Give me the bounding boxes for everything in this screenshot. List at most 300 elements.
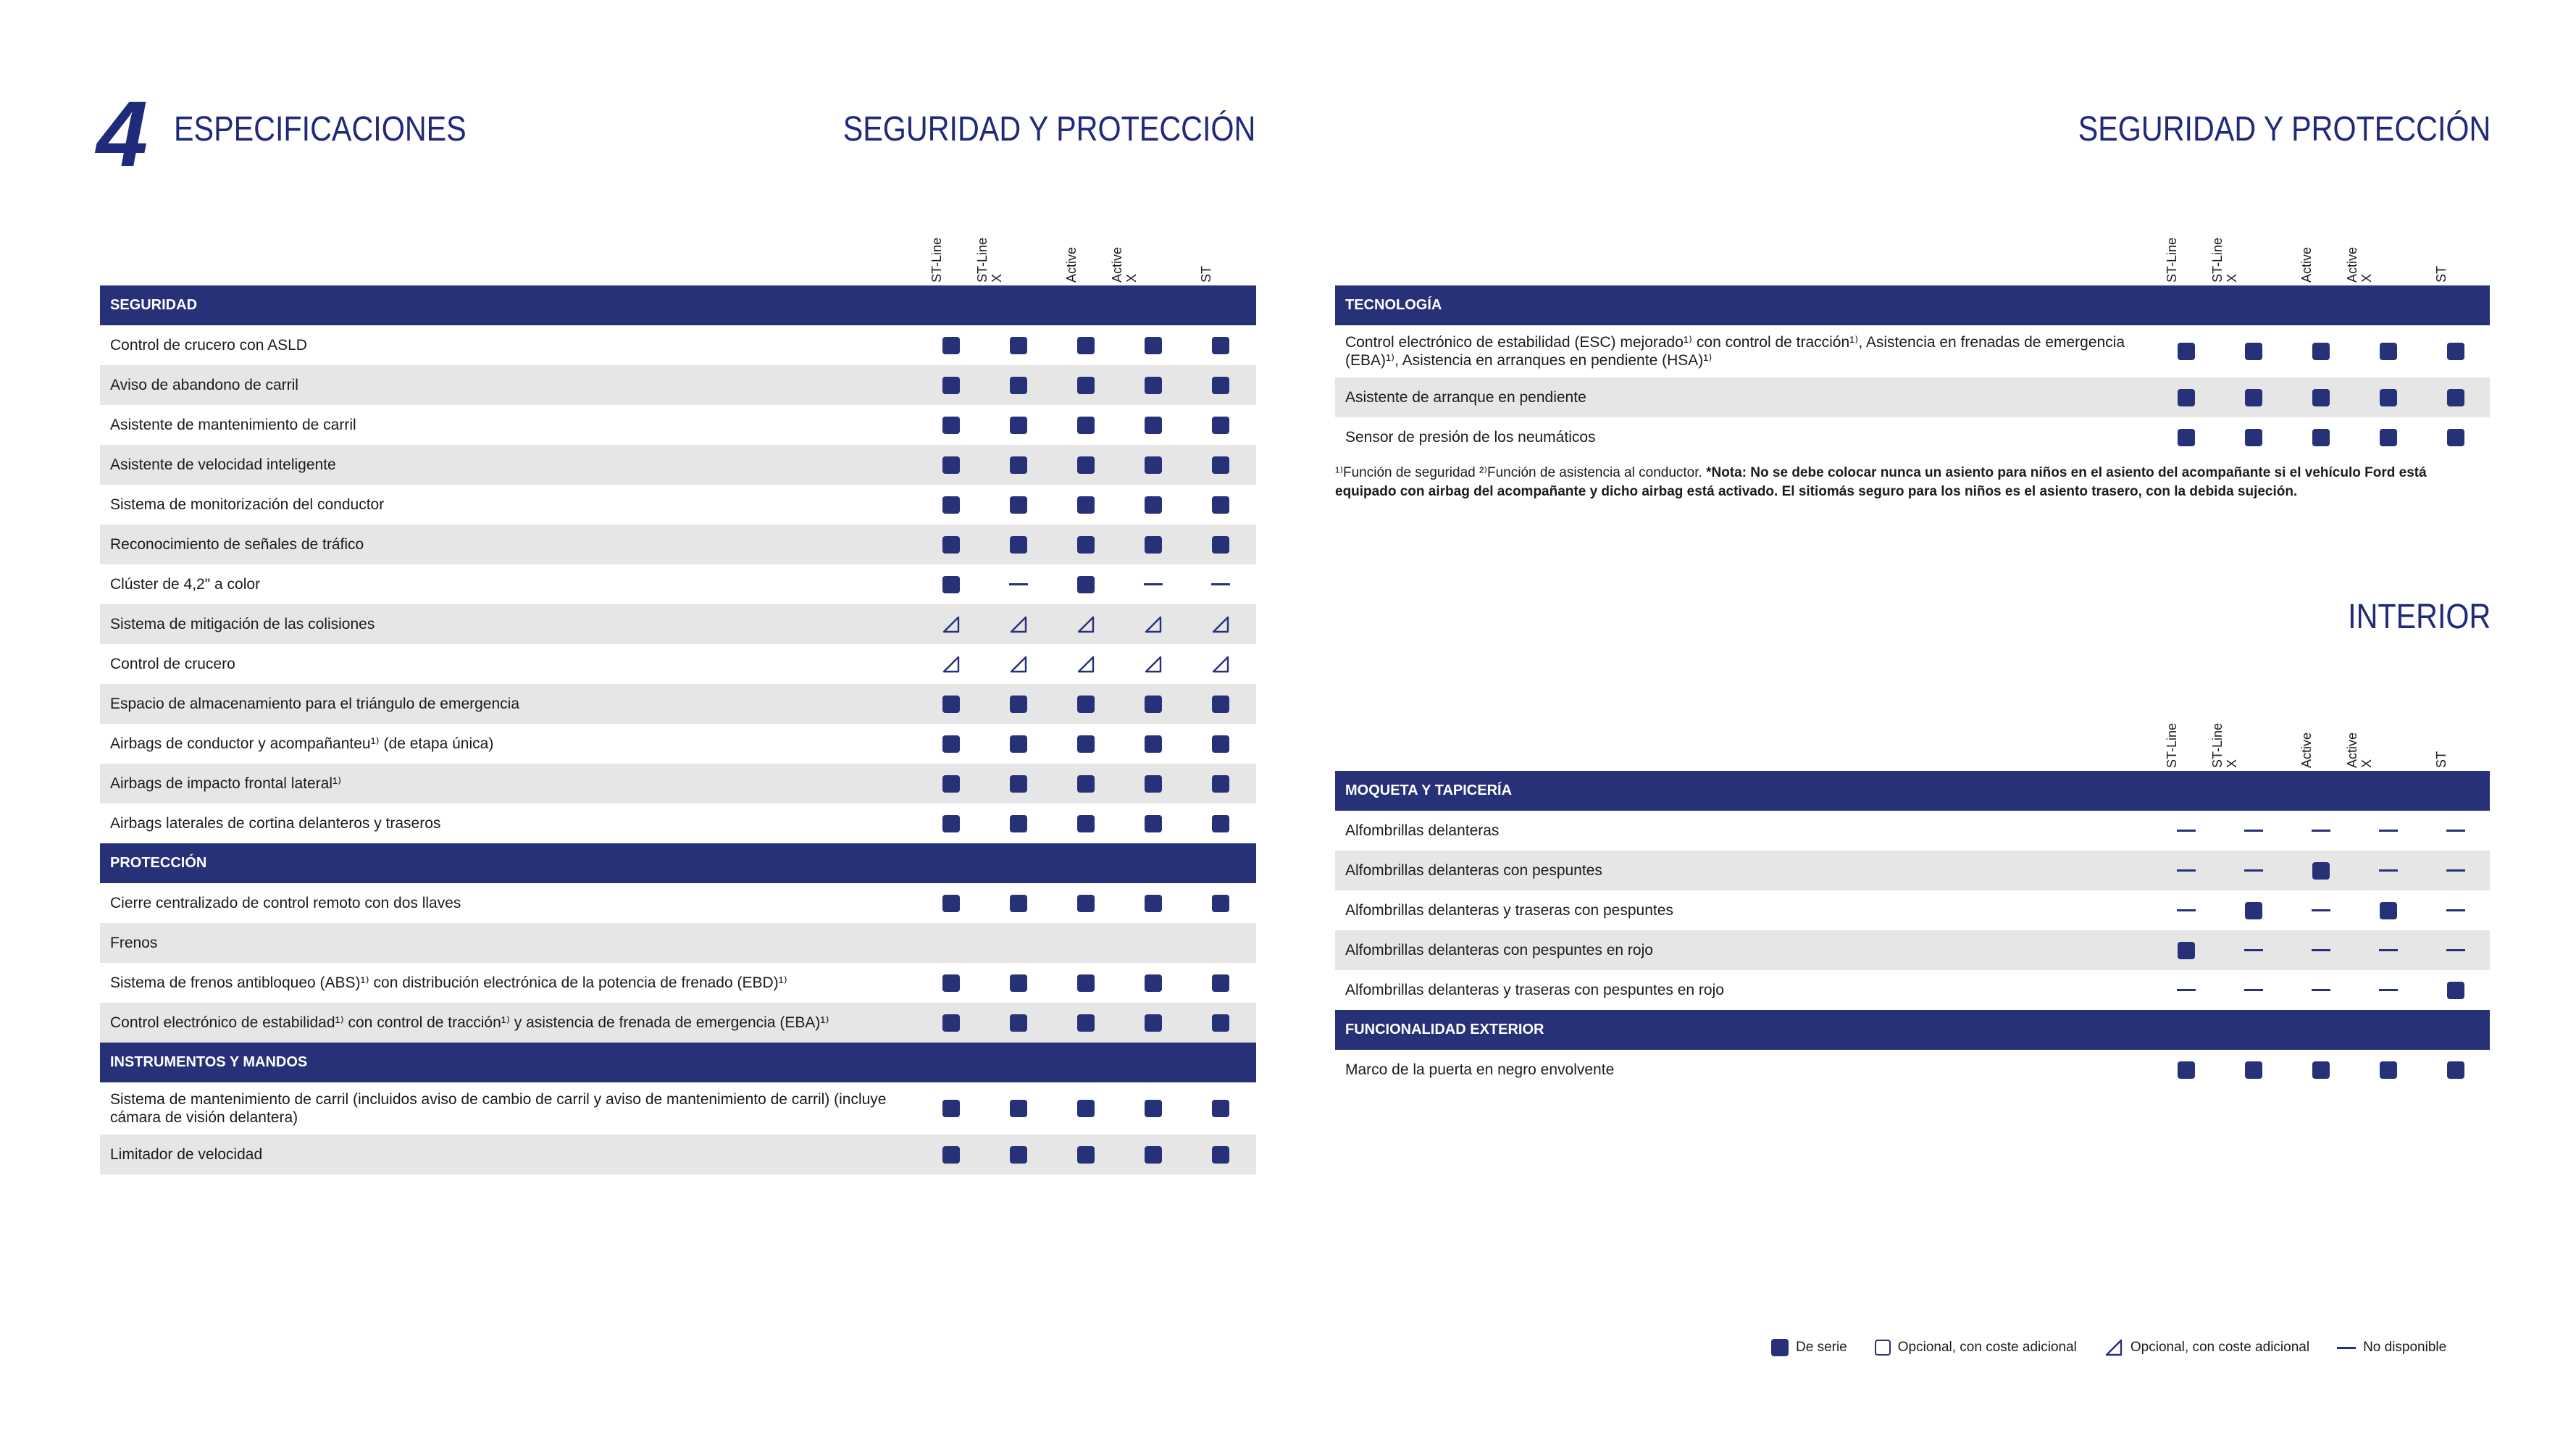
standard-square-icon <box>2447 1061 2464 1079</box>
value-cell <box>1206 1082 1235 1135</box>
section-header <box>100 843 1256 883</box>
optional-pack-triangle-icon <box>942 655 961 674</box>
standard-square-icon <box>1010 456 1027 474</box>
value-cell <box>2239 417 2268 457</box>
value-cell <box>1004 365 1033 405</box>
row-label: Alfombrillas delanteras y traseras con pespuntes en rojo <box>1345 982 1724 998</box>
legend-label: Opcional, con coste adicional <box>2130 1340 2310 1355</box>
row-label: Sistema de frenos antibloqueo (ABS)¹⁾ con distribución electrónica de la potencia de frenado (EBD)¹⁾ <box>110 974 787 991</box>
table-row <box>100 365 1256 405</box>
standard-square-icon <box>942 696 960 713</box>
standard-square-icon <box>1145 735 1162 753</box>
column-header-label: ST-Line <box>2165 237 2179 283</box>
right-section-title: SEGURIDAD Y PROTECCIÓN <box>2078 110 2491 149</box>
value-cell <box>2374 811 2403 851</box>
value-cell <box>2374 851 2403 890</box>
value-cell <box>2172 325 2201 377</box>
standard-square-icon <box>2447 982 2464 999</box>
value-cell <box>1139 365 1168 405</box>
legend-icon <box>1771 1339 1789 1356</box>
column-header-label: ST <box>2434 265 2449 283</box>
value-cell <box>1139 1082 1168 1135</box>
standard-square-icon <box>1077 456 1095 474</box>
value-cell <box>2239 1050 2268 1090</box>
column-header-label: ST-Line <box>2165 722 2179 768</box>
value-cell <box>1004 485 1033 525</box>
value-cell <box>1206 365 1235 405</box>
value-cell <box>2172 851 2201 890</box>
standard-square-icon <box>1010 496 1027 514</box>
row-label: Sistema de mitigación de las colisiones <box>110 616 375 632</box>
standard-square-icon <box>942 456 960 474</box>
value-cell <box>2307 851 2335 890</box>
row-label: Control de crucero con ASLD <box>110 337 307 354</box>
standard-square-icon <box>1145 536 1162 554</box>
standard-square-icon <box>1010 1100 1027 1117</box>
value-cell <box>1004 883 1033 923</box>
standard-square-icon <box>942 496 960 514</box>
standard-square-icon <box>942 417 960 434</box>
value-cell <box>1004 564 1033 604</box>
not-available-dash-icon <box>2244 830 2263 832</box>
legend-icon <box>1875 1340 1891 1356</box>
value-cell <box>1206 564 1235 604</box>
value-cell <box>2374 325 2403 377</box>
column-header <box>2210 703 2268 768</box>
value-cell <box>1206 1003 1235 1043</box>
row-label: Asistente de arranque en pendiente <box>1345 389 1586 406</box>
standard-square-icon <box>2178 343 2195 360</box>
standard-square-icon <box>1212 496 1229 514</box>
standard-square-icon <box>942 775 960 793</box>
standard-square-icon <box>1212 974 1229 992</box>
value-cell <box>2441 890 2470 930</box>
value-cell <box>1071 564 1100 604</box>
table-row <box>100 764 1256 803</box>
not-available-dash-icon <box>1144 583 1163 585</box>
value-cell <box>937 445 966 485</box>
table-row <box>100 803 1256 843</box>
standard-square-icon <box>1077 895 1095 912</box>
optional-pack-triangle-icon <box>942 615 961 634</box>
column-header-label: Active <box>1064 246 1079 283</box>
column-header-label: ST <box>1199 265 1213 283</box>
standard-square-icon <box>2245 429 2262 446</box>
value-cell <box>1139 1003 1168 1043</box>
column-header-label: Active X <box>2345 732 2374 768</box>
optional-square-outline-icon <box>1875 1340 1891 1356</box>
value-cell <box>2239 970 2268 1010</box>
column-header <box>2345 217 2403 283</box>
row-label: Espacio de almacenamiento para el triángulo de emergencia <box>110 696 520 712</box>
value-cell <box>937 644 966 684</box>
standard-square-icon <box>1771 1339 1789 1356</box>
value-cell <box>937 1082 966 1135</box>
value-cell <box>937 1003 966 1043</box>
value-cell <box>2374 930 2403 970</box>
row-label: Sistema de mantenimiento de carril (incluidos aviso de cambio de carril y aviso de mantenimiento de carril) (incluye cámara de visión delantera) <box>110 1091 887 1126</box>
column-header <box>929 217 966 283</box>
standard-square-icon <box>1145 456 1162 474</box>
not-available-dash-icon <box>2312 830 2330 832</box>
table-row <box>100 445 1256 485</box>
legend-icon <box>2337 1347 2356 1349</box>
value-cell <box>1206 405 1235 445</box>
value-cell <box>1139 525 1168 564</box>
standard-square-icon <box>2380 389 2397 406</box>
not-available-dash-icon <box>1009 583 1028 585</box>
not-available-dash-icon <box>2312 909 2330 911</box>
table-row <box>1335 970 2490 1010</box>
standard-square-icon <box>1212 417 1229 434</box>
value-cell <box>2172 377 2201 417</box>
legend-item <box>2337 1340 2446 1356</box>
table-row <box>1335 930 2490 970</box>
standard-square-icon <box>2312 389 2330 406</box>
standard-square-icon <box>2178 429 2195 446</box>
value-cell <box>937 564 966 604</box>
value-cell <box>1139 445 1168 485</box>
section-header-label: INSTRUMENTOS Y MANDOS <box>110 1054 308 1070</box>
standard-square-icon <box>2447 429 2464 446</box>
section-header-label: PROTECCIÓN <box>110 855 207 871</box>
table-row <box>100 525 1256 564</box>
standard-square-icon <box>1010 696 1027 713</box>
value-cell <box>1139 684 1168 724</box>
table-row <box>100 724 1256 764</box>
section-header <box>1335 771 2490 811</box>
standard-square-icon <box>1212 536 1229 554</box>
value-cell <box>1004 1003 1033 1043</box>
value-cell <box>1071 1082 1100 1135</box>
value-cell <box>1071 1003 1100 1043</box>
value-cell <box>1139 923 1168 963</box>
value-cell <box>1071 365 1100 405</box>
value-cell <box>1139 724 1168 764</box>
standard-square-icon <box>1010 815 1027 832</box>
column-header <box>2434 703 2470 768</box>
footnote-plain: ¹⁾Función de seguridad ²⁾Función de asistencia al conductor. <box>1335 465 1707 480</box>
value-cell <box>1004 803 1033 843</box>
standard-square-icon <box>1145 974 1162 992</box>
standard-square-icon <box>1212 696 1229 713</box>
standard-square-icon <box>1212 1146 1229 1164</box>
standard-square-icon <box>1145 377 1162 394</box>
table-row <box>100 923 1256 963</box>
not-available-dash-icon <box>2177 909 2196 911</box>
standard-square-icon <box>1010 536 1027 554</box>
not-available-dash-icon <box>2446 949 2465 951</box>
row-label: Control de crucero <box>110 656 235 672</box>
value-cell <box>937 923 966 963</box>
value-cell <box>937 684 966 724</box>
value-cell <box>2307 811 2335 851</box>
value-cell <box>2239 851 2268 890</box>
column-headers <box>1335 217 2490 283</box>
row-label: Reconocimiento de señales de tráfico <box>110 536 364 553</box>
optional-pack-triangle-icon <box>1144 655 1163 674</box>
standard-square-icon <box>1010 974 1027 992</box>
table-row <box>1335 890 2490 930</box>
value-cell <box>1071 325 1100 365</box>
table-row <box>100 1135 1256 1174</box>
row-label: Airbags de impacto frontal lateral¹⁾ <box>110 775 342 792</box>
value-cell <box>2307 890 2335 930</box>
table-row <box>100 684 1256 724</box>
column-header <box>2345 703 2403 768</box>
standard-square-icon <box>2380 1061 2397 1079</box>
not-available-dash-icon <box>2312 949 2330 951</box>
table-row <box>1335 417 2490 457</box>
standard-square-icon <box>1212 456 1229 474</box>
column-header-label: ST-Line X <box>2210 237 2239 283</box>
legend-item <box>2104 1338 2309 1357</box>
table-row <box>1335 1050 2490 1090</box>
value-cell <box>2441 811 2470 851</box>
table-row <box>100 644 1256 684</box>
standard-square-icon <box>942 895 960 912</box>
standard-square-icon <box>2178 1061 2195 1079</box>
standard-square-icon <box>1212 895 1229 912</box>
standard-square-icon <box>1212 337 1229 354</box>
standard-square-icon <box>942 974 960 992</box>
value-cell <box>1071 803 1100 843</box>
standard-square-icon <box>2380 343 2397 360</box>
value-cell <box>1004 644 1033 684</box>
table-row <box>100 883 1256 923</box>
column-header-label: Active X <box>1110 246 1139 283</box>
row-label: Aviso de abandono de carril <box>110 377 298 393</box>
value-cell <box>937 764 966 803</box>
value-cell <box>1139 764 1168 803</box>
section-header <box>100 285 1256 325</box>
footnote-bold: *Nota: No se debe colocar nunca un asiento para niños en el asiento del acompañante si el vehículo Ford está equipado con airbag del acompañante y dicho airbag está activado. El sitiomás seguro para los niños es el asiento trasero, con la debida sujeción. <box>1335 465 2427 499</box>
value-cell <box>937 724 966 764</box>
column-header <box>1110 217 1168 283</box>
standard-square-icon <box>1077 735 1095 753</box>
value-cell <box>1206 923 1235 963</box>
value-cell <box>1004 604 1033 644</box>
standard-square-icon <box>1145 895 1162 912</box>
value-cell <box>937 405 966 445</box>
column-header-label: ST <box>2434 751 2449 768</box>
not-available-dash-icon <box>2379 989 2398 991</box>
standard-square-icon <box>2312 1061 2330 1079</box>
row-label: Marco de la puerta en negro envolvente <box>1345 1061 1615 1078</box>
table-row <box>1335 325 2490 377</box>
standard-square-icon <box>2245 1061 2262 1079</box>
section-header <box>1335 1010 2490 1050</box>
table-row <box>1335 851 2490 890</box>
value-cell <box>1139 564 1168 604</box>
not-available-dash-icon <box>2177 869 2196 872</box>
standard-square-icon <box>1077 696 1095 713</box>
value-cell <box>1206 963 1235 1003</box>
value-cell <box>1071 445 1100 485</box>
row-label: Alfombrillas delanteras y traseras con pespuntes <box>1345 902 1673 919</box>
row-label: Clúster de 4,2" a color <box>110 576 261 593</box>
value-cell <box>937 604 966 644</box>
value-cell <box>2441 417 2470 457</box>
row-label: Airbags de conductor y acompañanteu¹⁾ (de etapa única) <box>110 735 494 752</box>
value-cell <box>2441 930 2470 970</box>
value-cell <box>1004 764 1033 803</box>
interior-section-title: INTERIOR <box>2347 598 2491 636</box>
standard-square-icon <box>1010 337 1027 354</box>
legend-label: Opcional, con coste adicional <box>1897 1340 2077 1355</box>
value-cell <box>937 883 966 923</box>
value-cell <box>2239 325 2268 377</box>
table-row <box>100 564 1256 604</box>
value-cell <box>2172 970 2201 1010</box>
value-cell <box>1071 764 1100 803</box>
standard-square-icon <box>1145 696 1162 713</box>
value-cell <box>1071 963 1100 1003</box>
optional-pack-triangle-icon <box>2104 1338 2123 1357</box>
value-cell <box>1004 525 1033 564</box>
column-header <box>2434 217 2470 283</box>
standard-square-icon <box>2312 343 2330 360</box>
standard-square-icon <box>2178 389 2195 406</box>
standard-square-icon <box>1010 775 1027 793</box>
optional-pack-triangle-icon <box>1076 615 1095 634</box>
standard-square-icon <box>1145 775 1162 793</box>
not-available-dash-icon <box>1211 583 1230 585</box>
not-available-dash-icon <box>2446 869 2465 872</box>
value-cell <box>1004 684 1033 724</box>
section-header <box>100 1043 1256 1082</box>
table-row <box>100 1082 1256 1135</box>
not-available-dash-icon <box>2379 830 2398 832</box>
value-cell <box>2307 377 2335 417</box>
row-label: Asistente de mantenimiento de carril <box>110 417 356 433</box>
value-cell <box>1206 604 1235 644</box>
table-row <box>100 604 1256 644</box>
value-cell <box>2307 930 2335 970</box>
value-cell <box>937 325 966 365</box>
standard-square-icon <box>942 1014 960 1032</box>
not-available-dash-icon <box>2379 949 2398 951</box>
row-label: Control electrónico de estabilidad¹⁾ con control de tracción¹⁾ y asistencia de frenada de emergencia (EBA)¹⁾ <box>110 1014 829 1031</box>
standard-square-icon <box>942 815 960 832</box>
value-cell <box>1139 883 1168 923</box>
standard-square-icon <box>1145 1014 1162 1032</box>
standard-square-icon <box>1212 735 1229 753</box>
value-cell <box>2441 851 2470 890</box>
not-available-dash-icon <box>2177 830 2196 832</box>
column-header-label: ST-Line <box>929 237 944 283</box>
standard-square-icon <box>1077 536 1095 554</box>
section-header-label: FUNCIONALIDAD EXTERIOR <box>1345 1022 1544 1037</box>
standard-square-icon <box>942 1100 960 1117</box>
value-cell <box>2307 325 2335 377</box>
table-row <box>100 405 1256 445</box>
table-row <box>100 325 1256 365</box>
chapter-number: 4 <box>96 83 146 186</box>
value-cell <box>937 963 966 1003</box>
value-cell <box>2172 417 2201 457</box>
not-available-dash-icon <box>2177 989 2196 991</box>
column-headers <box>100 217 1256 283</box>
optional-pack-triangle-icon <box>1009 615 1028 634</box>
table-row <box>100 963 1256 1003</box>
standard-square-icon <box>1212 775 1229 793</box>
standard-square-icon <box>1010 735 1027 753</box>
standard-square-icon <box>1145 337 1162 354</box>
value-cell <box>2172 1050 2201 1090</box>
not-available-dash-icon <box>2379 869 2398 872</box>
value-cell <box>1206 485 1235 525</box>
standard-square-icon <box>2245 902 2262 919</box>
legend-label: De serie <box>1796 1340 1847 1355</box>
value-cell <box>1206 644 1235 684</box>
standard-square-icon <box>1077 417 1095 434</box>
standard-square-icon <box>1077 1100 1095 1117</box>
legend-item <box>1771 1339 1847 1356</box>
value-cell <box>1071 604 1100 644</box>
standard-square-icon <box>1212 1100 1229 1117</box>
value-cell <box>1071 644 1100 684</box>
value-cell <box>1139 405 1168 445</box>
standard-square-icon <box>2178 942 2195 959</box>
value-cell <box>1004 724 1033 764</box>
chapter-title: ESPECIFICACIONES <box>174 110 467 149</box>
row-label: Asistente de velocidad inteligente <box>110 456 336 473</box>
row-label: Airbags laterales de cortina delanteros y traseros <box>110 815 441 832</box>
value-cell <box>2441 970 2470 1010</box>
value-cell <box>2172 890 2201 930</box>
column-header-label: ST-Line X <box>2210 722 2239 768</box>
table-row <box>100 1003 1256 1043</box>
row-label: Sensor de presión de los neumáticos <box>1345 429 1596 446</box>
value-cell <box>1071 684 1100 724</box>
column-headers <box>1335 703 2490 768</box>
standard-square-icon <box>1145 417 1162 434</box>
value-cell <box>2239 930 2268 970</box>
standard-square-icon <box>2245 343 2262 360</box>
standard-square-icon <box>2312 429 2330 446</box>
value-cell <box>1004 445 1033 485</box>
standard-square-icon <box>2447 343 2464 360</box>
value-cell <box>1139 803 1168 843</box>
standard-square-icon <box>1212 377 1229 394</box>
standard-square-icon <box>1010 895 1027 912</box>
optional-pack-triangle-icon <box>1144 615 1163 634</box>
legend-label: No disponible <box>2363 1340 2447 1355</box>
value-cell <box>1071 405 1100 445</box>
value-cell <box>1071 1135 1100 1174</box>
value-cell <box>1206 803 1235 843</box>
value-cell <box>937 365 966 405</box>
row-label: Limitador de velocidad <box>110 1146 263 1163</box>
table-row <box>1335 811 2490 851</box>
value-cell <box>1139 485 1168 525</box>
standard-square-icon <box>942 1146 960 1164</box>
column-header <box>2299 217 2335 283</box>
value-cell <box>1206 525 1235 564</box>
not-available-dash-icon <box>2446 909 2465 911</box>
section-header-label: MOQUETA Y TAPICERÍA <box>1345 782 1513 798</box>
optional-pack-triangle-icon <box>1211 655 1230 674</box>
legend <box>1771 1337 2474 1358</box>
value-cell <box>1004 1135 1033 1174</box>
value-cell <box>2374 890 2403 930</box>
section-header-label: TECNOLOGÍA <box>1345 297 1442 313</box>
value-cell <box>1071 485 1100 525</box>
row-label: Alfombrillas delanteras con pespuntes <box>1345 862 1602 879</box>
standard-square-icon <box>1077 496 1095 514</box>
standard-square-icon <box>1077 775 1095 793</box>
